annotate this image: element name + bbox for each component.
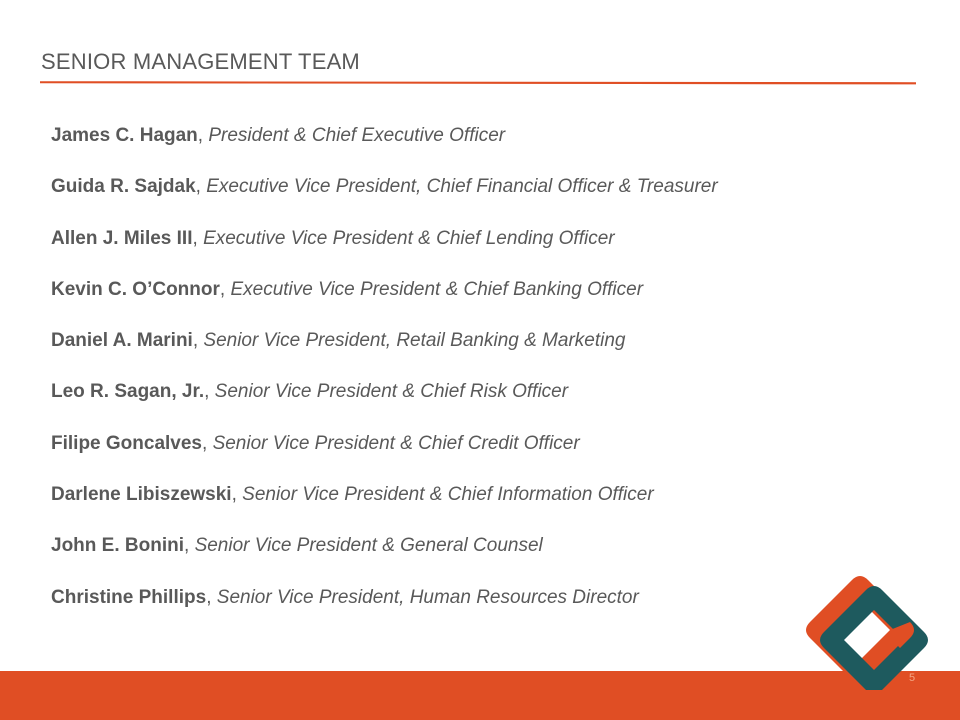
- member-separator: ,: [206, 586, 217, 608]
- member-separator: ,: [197, 125, 209, 146]
- title-underline-stroke: [40, 81, 916, 84]
- member-name: Daniel A. Marini: [51, 330, 193, 352]
- member-name: Allen J. Miles III: [51, 227, 193, 249]
- page-number: 5: [909, 672, 916, 684]
- member-title: Senior Vice President & Chief Information Officer: [242, 484, 654, 506]
- title-underline: [40, 80, 916, 85]
- member-separator: ,: [192, 330, 204, 352]
- member-name: Guida R. Sajdak: [51, 176, 196, 198]
- team-member: [51, 123, 718, 174]
- member-title: Executive Vice President, Chief Financial Officer & Treasurer: [206, 176, 718, 198]
- member-title: Senior Vice President & Chief Credit Officer: [212, 432, 580, 454]
- member-name: James C. Hagan: [51, 125, 198, 146]
- team-member: [51, 226, 718, 277]
- member-separator: ,: [195, 176, 207, 198]
- team-member: [51, 482, 718, 533]
- member-title: Senior Vice President & Chief Risk Officer: [214, 381, 569, 403]
- team-member: [51, 174, 718, 225]
- member-name: Leo R. Sagan, Jr.: [51, 381, 205, 403]
- member-title: Senior Vice President, Retail Banking & Marketing: [203, 330, 626, 352]
- team-member: [51, 431, 718, 482]
- team-member: [51, 277, 718, 328]
- member-name: Christine Phillips: [51, 586, 207, 608]
- member-title: Executive Vice President & Chief Banking Officer: [230, 278, 644, 300]
- member-title: Senior Vice President & General Counsel: [194, 535, 543, 557]
- member-separator: ,: [202, 432, 213, 454]
- team-member: [51, 379, 718, 430]
- management-team-list: [51, 123, 718, 636]
- team-member: [51, 533, 718, 584]
- slide-title: SENIOR MANAGEMENT TEAM: [41, 49, 360, 74]
- member-title: Senior Vice President, Human Resources Director: [216, 586, 639, 608]
- team-member: [51, 328, 718, 379]
- member-separator: ,: [231, 484, 243, 506]
- member-separator: ,: [184, 535, 195, 557]
- member-name: Filipe Goncalves: [51, 432, 202, 454]
- team-member: [51, 585, 718, 636]
- member-name: Darlene Libiszewski: [51, 484, 232, 506]
- member-title: Executive Vice President & Chief Lending Officer: [203, 227, 615, 249]
- member-name: Kevin C. O’Connor: [51, 278, 220, 300]
- member-title: President & Chief Executive Officer: [208, 125, 506, 146]
- member-separator: ,: [204, 381, 215, 403]
- member-name: John E. Bonini: [51, 535, 184, 557]
- member-separator: ,: [219, 278, 231, 300]
- member-separator: ,: [192, 227, 204, 249]
